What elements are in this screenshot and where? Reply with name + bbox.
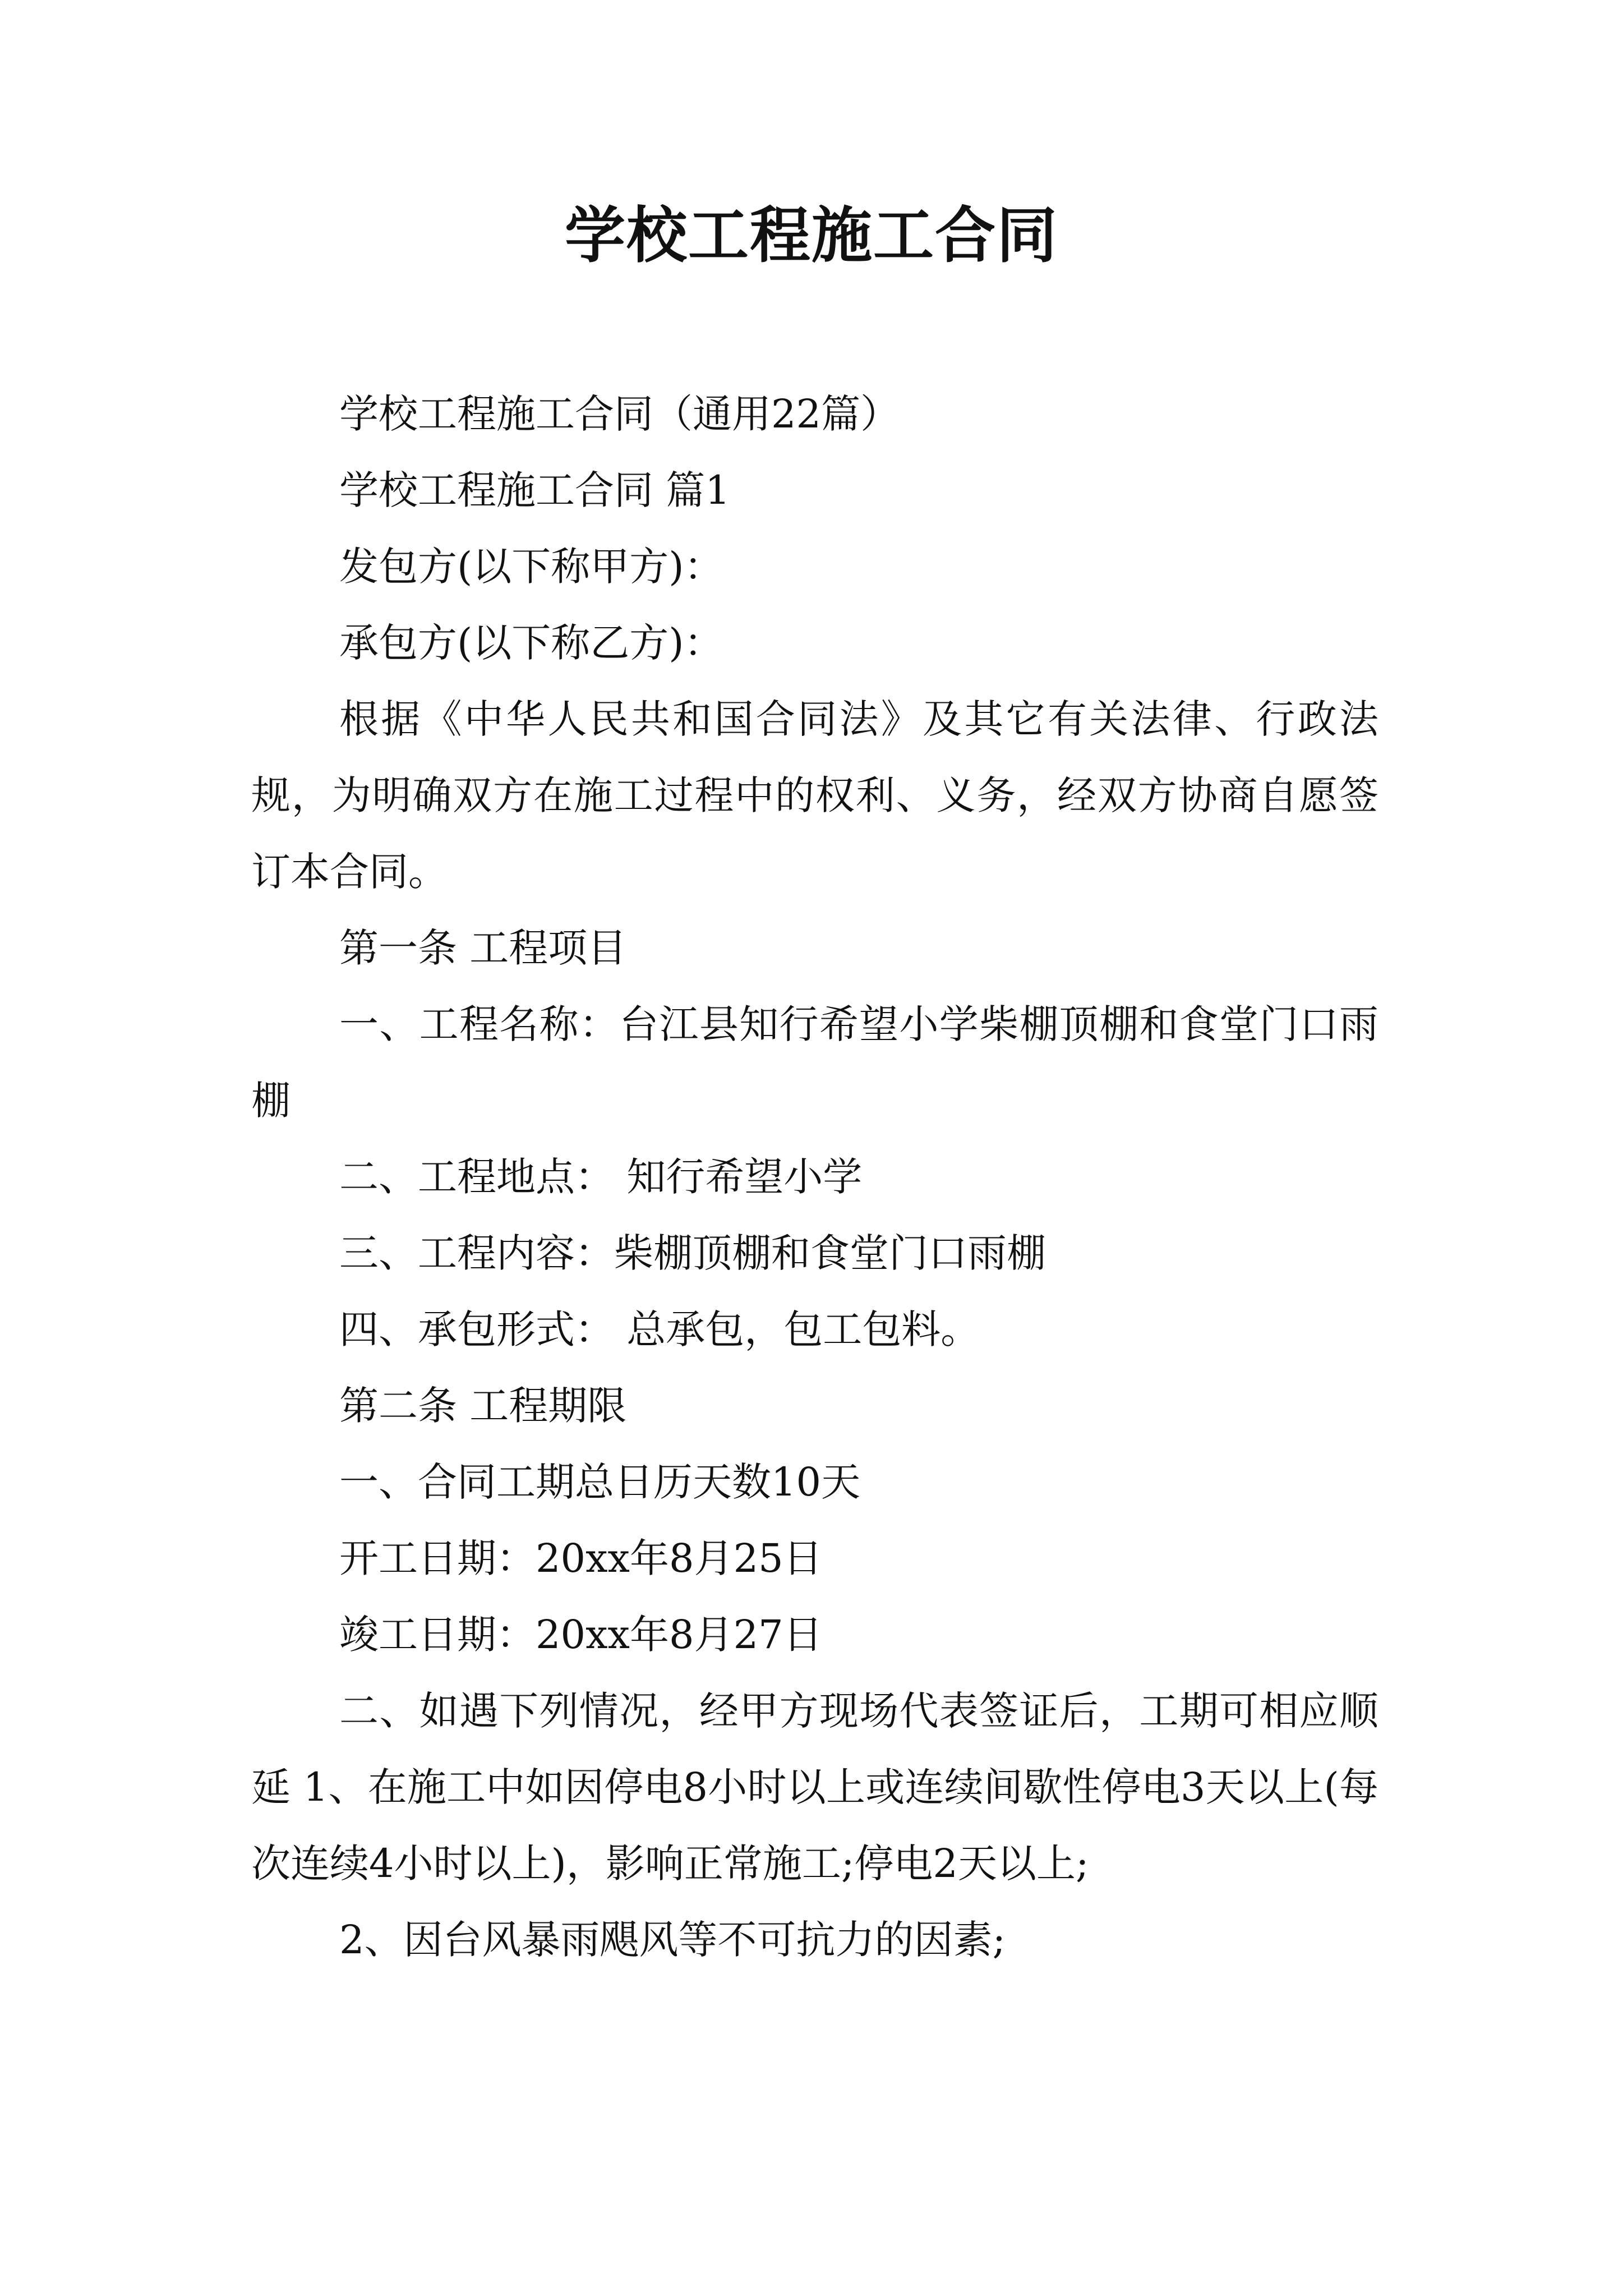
paragraph-subtitle: 学校工程施工合同（通用22篇） (339, 391, 900, 437)
paragraph-article-2-heading: 第二条 工程期限 (339, 1383, 627, 1429)
paragraph-extension-conditions: 二、如遇下列情况，经甲方现场代表签证后，工期可相应顺延 1、在施工中如因停电8小时以上或连续间歇性停电3天以上(每次连续4小时以上)，影响正常施工;停电2天以上; (251, 1688, 1378, 1887)
paragraph-completion-date: 竣工日期：20xx年8月27日 (339, 1612, 823, 1658)
paragraph-contract-form: 四、承包形式： 总承包，包工包料。 (339, 1306, 980, 1352)
paragraph-party-b: 承包方(以下称乙方)： (339, 620, 723, 666)
paragraph-start-date: 开工日期：20xx年8月25日 (339, 1535, 823, 1581)
paragraph-party-a: 发包方(以下称甲方)： (339, 544, 723, 590)
paragraph-duration: 一、合同工期总日历天数10天 (339, 1459, 861, 1505)
paragraph-project-name: 一、工程名称：台江县知行希望小学柴棚顶棚和食堂门口雨棚 (251, 1001, 1378, 1124)
paragraph-section-heading: 学校工程施工合同 篇1 (339, 467, 730, 513)
document-body (251, 376, 1378, 1978)
paragraph-article-1-heading: 第一条 工程项目 (339, 925, 627, 971)
paragraph-project-location: 二、工程地点： 知行希望小学 (339, 1154, 863, 1200)
document-title: 学校工程施工合同 (564, 200, 1058, 271)
paragraph-preamble: 根据《中华人民共和国合同法》及其它有关法律、行政法规，为明确双方在施工过程中的权利、义务，经双方协商自愿签订本合同。 (251, 696, 1378, 895)
paragraph-force-majeure: 2、因台风暴雨飓风等不可抗力的因素; (339, 1917, 1006, 1963)
paragraph-project-content: 三、工程内容：柴棚顶棚和食堂门口雨棚 (339, 1230, 1046, 1276)
